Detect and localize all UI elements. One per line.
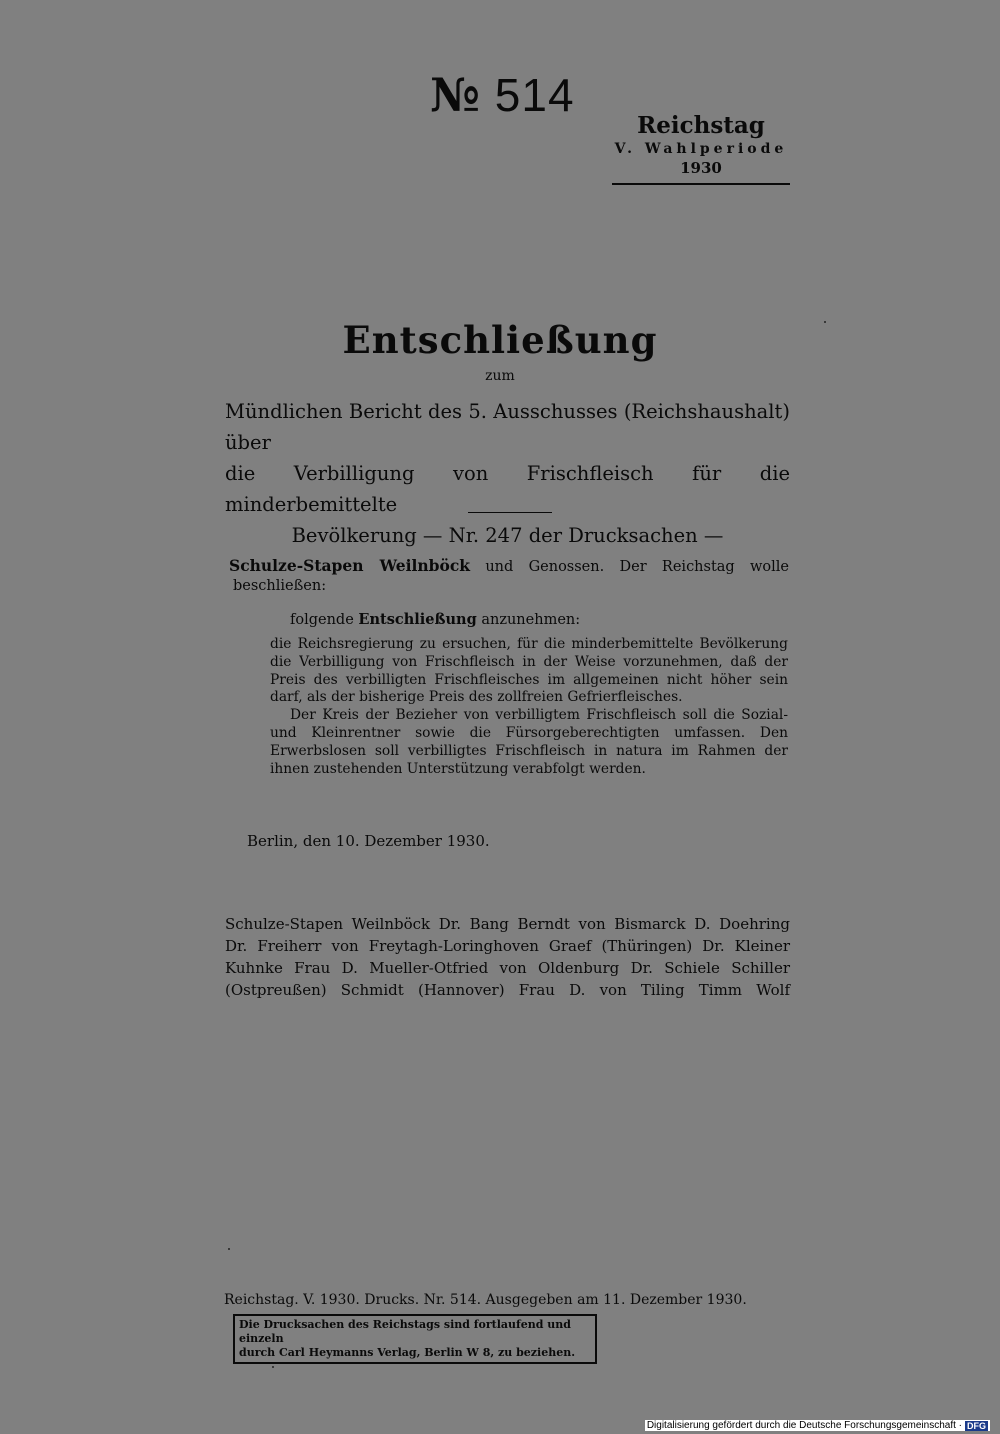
- subtitle-line-2: die Verbilligung von Frischfleisch für die minderbemittelte: [225, 462, 790, 516]
- stamp-line-1: Reichstag: [637, 112, 765, 139]
- speck: [272, 1366, 274, 1368]
- number-prefix: №: [430, 68, 481, 122]
- signatory-line: Schulze-Stapen Weilnböck Dr. Bang Berndt von Bismarck D. Doehring: [225, 915, 790, 933]
- main-title: Entschließung: [342, 318, 658, 362]
- signatory-line: Dr. Freiherr von Freytagh-Loringhoven Graef (Thüringen) Dr. Kleiner: [225, 937, 790, 955]
- footer-box-line-2: durch Carl Heymanns Verlag, Berlin W 8, zu beziehen.: [239, 1346, 576, 1359]
- intro-line-1: [229, 556, 789, 577]
- stamp-line-3: 1930: [680, 159, 722, 177]
- motion-lead-bold: Entschließung: [358, 611, 477, 628]
- place-date: Berlin, den 10. Dezember 1930.: [247, 832, 490, 850]
- intro-text: [229, 556, 789, 596]
- title-divider: [468, 512, 552, 513]
- intro-rest: und Genossen. Der Reichstag wolle: [485, 559, 790, 575]
- intro-line-2: beschließen:: [233, 578, 327, 594]
- signatory-line: (Ostpreußen) Schmidt (Hannover) Frau D. von Tiling Timm Wolf: [225, 981, 790, 999]
- speck: [824, 321, 826, 323]
- digitization-credit-text: Digitalisierung gefördert durch die Deutsche Forschungsgemeinschaft ·: [646, 1420, 962, 1431]
- title-connector: zum: [485, 368, 515, 384]
- subtitle-line-3: Bevölkerung — Nr. 247 der Drucksachen —: [291, 524, 724, 547]
- subtitle: [225, 396, 790, 551]
- number-value: 514: [494, 69, 575, 121]
- footer-box: [233, 1314, 597, 1364]
- footer-box-line-1: Die Drucksachen des Reichstags sind fortlaufend und einzeln: [239, 1318, 571, 1345]
- motion-lead: [290, 611, 580, 628]
- signatories: [225, 913, 790, 1001]
- speck: [228, 1248, 230, 1250]
- signatory-line: Kuhnke Frau D. Mueller-Otfried von Oldenburg Dr. Schiele Schiller: [225, 959, 790, 977]
- intro-names: Schulze-Stapen Weilnböck: [229, 556, 471, 575]
- digitization-credit: [645, 1420, 990, 1431]
- document-number: [430, 68, 575, 122]
- subtitle-line-1: Mündlichen Bericht des 5. Ausschusses (Reichshaushalt) über: [225, 400, 790, 454]
- stamp-line-2: V. Wahlperiode: [614, 141, 788, 157]
- motion-paragraph-1: die Reichsregierung zu ersuchen, für die minderbemittelte Bevölkerung die Verbilligung von Frischfleisch in der Weise vorzunehmen, daß der Preis des verbilligten Frischfleisches im allgemeinen nicht höher sein darf, als der bisherige Preis des zollfreien Gefrierfleisches.: [270, 636, 788, 706]
- motion-text: [270, 636, 788, 778]
- motion-paragraph-2: Der Kreis der Bezieher von verbilligtem Frischfleisch soll die Sozial- und Kleinrentner sowie die Fürsorgeberechtigten umfassen. Den Erwerbslosen soll verbilligtes Frischfleisch in natura im Rahmen der ihnen zustehenden Unterstützung verabfolgt werden.: [270, 707, 788, 777]
- stamp-rule: [612, 183, 790, 185]
- dfg-logo: DFG: [967, 1420, 986, 1431]
- motion-lead-pre: folgende: [290, 612, 354, 628]
- reichstag-stamp: [612, 112, 790, 185]
- motion-lead-post: anzunehmen:: [481, 612, 581, 628]
- footer-line: Reichstag. V. 1930. Drucks. Nr. 514. Ausgegeben am 11. Dezember 1930.: [224, 1292, 747, 1308]
